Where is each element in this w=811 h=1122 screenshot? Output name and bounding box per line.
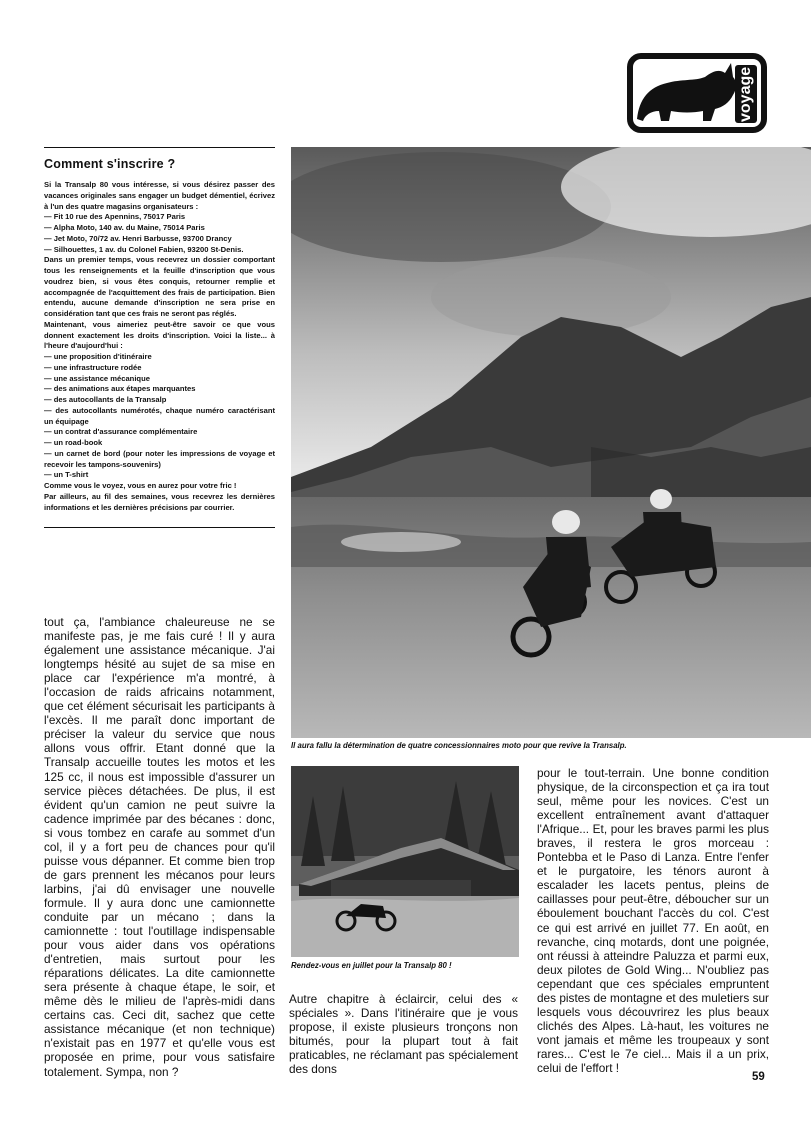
main-photo-caption: Il aura fallu la détermination de quatre concessionnaires moto pour que revive la Transalp. [291, 741, 627, 750]
box-paragraph: — Jet Moto, 70/72 av. Henri Barbusse, 93700 Drancy [44, 233, 232, 243]
box-list-item: — des autocollants de la Transalp [44, 395, 167, 404]
box-list-item: — un contrat d'assurance complémentaire [44, 427, 198, 437]
small-photo-caption: Rendez-vous en juillet pour la Transalp 80 ! [291, 961, 452, 970]
box-list-item: — une assistance mécanique [44, 373, 150, 383]
box-list-item: — un carnet de bord (pour noter les impressions de voyage et recevoir les tampons-souvenirs) [44, 448, 275, 469]
chalet-motorcycle-image [291, 766, 519, 957]
box-list-item: — des animations aux étapes marquantes [44, 384, 196, 394]
box-paragraph: Maintenant, vous aimeriez peut-être savoir ce que vous donnent exactement les droits d'inscription. Voici la liste... à l'heure d'aujourd'hui : [44, 319, 275, 351]
article-text: Autre chapitre à éclaircir, celui des « spéciales ». Dans l'itinéraire que je vous propose, il existe plusieurs tronçons non bitumés, pour la plupart tout à fait praticables, ne réclamant pas spécialement des dons [289, 992, 518, 1077]
box-paragraph: Par ailleurs, au fil des semaines, vous recevrez les dernières informations et les dernières précisions par courrier. [44, 491, 275, 512]
box-title: Comment s'inscrire ? [44, 157, 176, 171]
box-body [44, 180, 275, 513]
small-photo [291, 766, 519, 957]
box-list-item: — un T-shirt [44, 470, 89, 480]
box-paragraph: Si la Transalp 80 vous intéresse, si vous désirez passer des vacances originales sans engager un budget démentiel, écrivez à l'un des quatre magasins organisateurs : [44, 180, 275, 211]
box-list-item: — des autocollants numérotés, chaque numéro caractérisant un équipage [44, 405, 275, 426]
box-paragraph: Comme vous le voyez, vous en aurez pour votre fric ! [44, 481, 237, 490]
box-list-item: — une proposition d'itinéraire [44, 352, 152, 361]
voyage-label: voyage [735, 65, 757, 123]
mountain-riders-image [291, 147, 811, 738]
top-divider [44, 147, 275, 148]
box-paragraph: Dans un premier temps, vous recevrez un dossier comportant tous les renseignements et la feuille d'inscription que vous voudrez bien, si vous êtes conquis, retourner remplie et accompagnée de l'acquittement des frais de participation. Bien entendu, aucune demande d'inscription ne sera prise en considération tant que ces frais ne seront pas réglés. [44, 255, 275, 318]
box-paragraph: — Fit 10 rue des Apennins, 75017 Paris [44, 212, 186, 222]
box-paragraph: — Alpha Moto, 140 av. du Maine, 75014 Paris [44, 223, 205, 232]
main-photo [291, 147, 811, 738]
box-list-item: — un road-book [44, 438, 103, 447]
registration-box [44, 147, 275, 528]
article-text: tout ça, l'ambiance chaleureuse ne se manifeste pas, je me fais curé ! Il y aura également une assistance mécanique. J'ai longtemps hésité au sujet de sa mise en place car l'expérience m'a montré, à l'occasion de raids africains notamment, que cet élément sécurisait les participants à l'excès. Il me paraît donc important de préciser la valeur du service que nous allons vous offrir. Etant donné que la Transalp accueille toutes les motos et les 125 cc, il nous est impossible d'assurer un service pièces détachées. De plus, il est évident qu'un camion ne peut suivre la cadence imprimée par des bécanes : donc, si vous tombez en carafe au sommet d'un col, il y a fort peu de chances pour qu'il puisse vous dépanner. Et comme bien trop de gars prennent les mécanos pour leurs larbins, j'ai dû envisager une nouvelle formule. Il y aura donc une camionnette conduite par un mécano ; dans la camionnette : tout l'outillage indispensable pour vous aider dans vos opérations d'entretien, mais surtout pour les réparations délicates. La dite camionnette sera présente à chaque étape, le soir, et même dès le milieu de l'après-midi dans certains cas. Ceci dit, sachez que cette assistance mécanique (et non technique) n'existait pas en 1977 et qu'elle vous est proposée en prime, pour vous satisfaire totalement. Sympa, non ? [44, 615, 275, 1079]
bottom-divider [44, 527, 275, 528]
box-list-item: — une infrastructure rodée [44, 362, 142, 372]
article-column-1 [44, 615, 275, 1079]
box-paragraph: — Silhouettes, 1 av. du Colonel Fabien, 93200 St-Denis. [44, 244, 244, 254]
article-text: pour le tout-terrain. Une bonne condition physique, de la circonspection et ça ira tout seul, même pour les novices. C'est un excellent entraînement avant d'attaquer l'Afrique... Et, pour les braves parmi les plus braves, il restera le gros morceau : Pontebba et le Paso di Lanza. Entre l'enfer et le purgatoire, les ténors auront à escalader les lacets pentus, pleins de caillasses pour peut-être, déboucher sur un éboulement bouchant l'accès du col. C'est ce qui est arrivé en juillet 77. En août, en revanche, cinq motards, dont une poignée, ont réussi à atteindre Paluzza et parmi eux, deux pilotes de Gold Wing... N'oubliez pas cependant que ces spéciales empruntent des pistes de montagne et des muletiers sur lesquels vous découvrirez les plus beaux clichés des Alpes. Là-haut, les voitures ne vont jamais et même les troupeaux y sont rares... C'est le 7e ciel... Mais il a un prix, celui de l'effort ! [537, 766, 769, 1075]
page-number: 59 [752, 1071, 765, 1083]
voyage-logo [627, 53, 767, 133]
article-column-3 [537, 766, 769, 1075]
article-column-2 [289, 992, 518, 1076]
